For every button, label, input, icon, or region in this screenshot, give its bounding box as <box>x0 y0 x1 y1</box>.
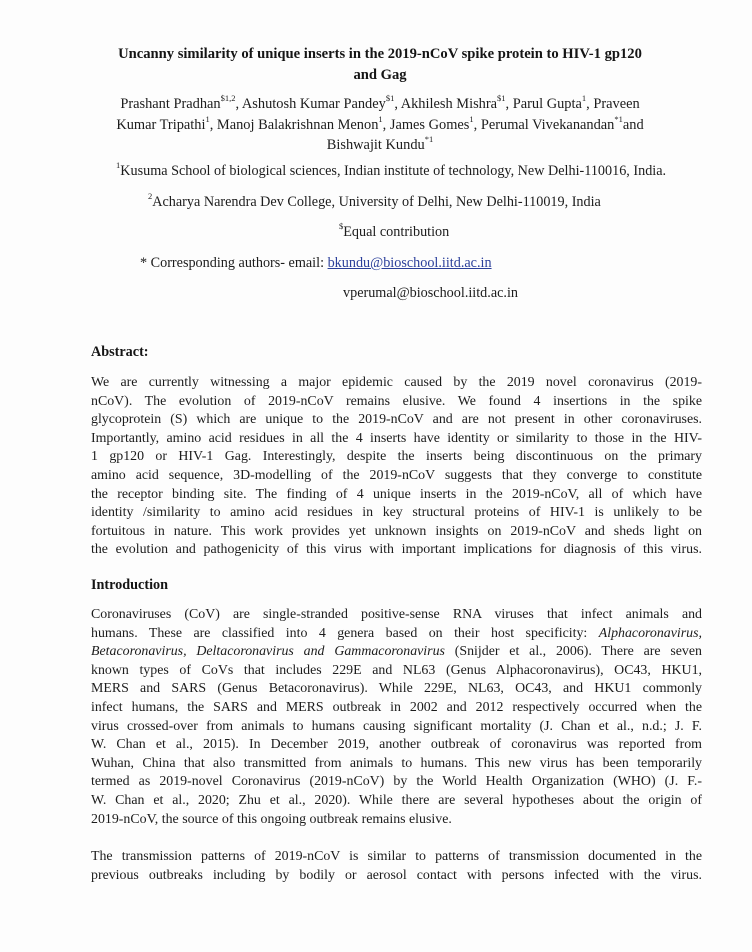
email-link-bkundu[interactable]: bkundu@bioschool.iitd.ac.in <box>327 255 492 271</box>
paper-title <box>80 44 680 86</box>
intro-line: termed as 2019-novel Coronavirus (2019-nCoV) by the World Health Organization (WHO) (J. F.- <box>91 774 702 790</box>
title-line-1: Uncanny similarity of unique inserts in the 2019-nCoV spike protein to HIV-1 gp120 <box>118 46 642 62</box>
introduction-paragraph-2 <box>91 848 702 885</box>
intro-line: The transmission patterns of 2019-nCoV is similar to patterns of transmission documented in the <box>91 849 702 864</box>
author-line-2 <box>70 115 690 136</box>
introduction-paragraph-1 <box>91 606 702 829</box>
abstract-line: fortuitous in nature. This work provides yet unknown insights on 2019-nCoV and sheds light on <box>91 523 702 539</box>
intro-line: previous outbreaks including by bodily or aerosol contact with persons infected with the virus. <box>91 867 702 883</box>
author-affil-sup: $1,2 <box>220 93 236 104</box>
author-affil-sup: $1 <box>385 93 395 104</box>
intro-line: infect humans, the SARS and MERS outbreak in 2002 and 2012 respectively occurred when the <box>91 699 702 715</box>
author-affil-sup: 1 <box>205 113 210 124</box>
abstract-line: 1 gp120 or HIV-1 Gag. Interestingly, despite the inserts being discontinuous on the primary <box>91 449 702 465</box>
author-name: , Perumal Vivekanandan <box>473 116 615 133</box>
affiliation-2 <box>148 193 601 211</box>
abstract-body <box>91 374 702 560</box>
author-affil-sup: *1 <box>424 134 434 145</box>
abstract-line: We are currently witnessing a major epidemic caused by the 2019 novel coronavirus (2019- <box>91 375 702 390</box>
affiliation-sup: 2 <box>148 191 153 202</box>
author-line-3 <box>70 135 690 156</box>
intro-line: known types of CoVs that includes 229E and NL63 (Genus Alphacoronavirus), OC43, HKU1, <box>91 662 702 678</box>
abstract-line: identity /similarity to amino acid residues in key structural proteins of HIV-1 is unlikely to be <box>91 505 702 521</box>
author-name: , Parul Gupta <box>505 96 582 112</box>
author-list <box>70 94 690 156</box>
author-conjunction: and <box>622 116 644 133</box>
intro-line: W. Chan et al., 2015). In December 2019, another outbreak of coronavirus was reported from <box>91 737 702 753</box>
affiliation-text: Kusuma School of biological sciences, Indian institute of technology, New Delhi-110016, India. <box>120 163 667 179</box>
intro-line: Coronaviruses (CoV) are single-stranded positive-sense RNA viruses that infect animals and <box>91 607 702 622</box>
author-affil-sup: *1 <box>614 113 623 124</box>
email-vperumal: vperumal@bioschool.iitd.ac.in <box>343 285 519 301</box>
title-line-2: and Gag <box>353 67 407 83</box>
affiliation-text: Acharya Narendra Dev College, University of Delhi, New Delhi-110019, India <box>152 194 601 210</box>
author-affil-sup: 1 <box>378 113 383 124</box>
intro-line <box>91 643 702 662</box>
genus-name-italic: Alphacoronavirus, <box>598 625 702 641</box>
author-name: , Manoj Balakrishnan Menon <box>209 116 379 133</box>
introduction-heading: Introduction <box>91 577 168 593</box>
author-affil-sup: 1 <box>469 113 474 124</box>
intro-line: W. Chan et al., 2020; Zhu et al., 2020). While there are several hypotheses about the origin of <box>91 792 702 808</box>
intro-line: virus crossed-over from animals to humans causing significant mortality (J. Chan et al., n.d.; J. F. <box>91 718 702 734</box>
author-name: , Ashutosh Kumar Pandey <box>235 96 386 112</box>
intro-line <box>91 625 702 644</box>
abstract-heading: Abstract: <box>91 344 149 360</box>
abstract-line: Importantly, amino acid residues in all the 4 inserts have identity or similarity to those in the HIV- <box>91 430 702 446</box>
abstract-line: nCoV). The evolution of 2019-nCoV remains elusive. We found 4 insertions in the spike <box>91 393 702 409</box>
intro-line: MERS and SARS (Genus Betacoronavirus). While 229E, NL63, OC43, and HKU1 commonly <box>91 681 702 697</box>
equal-contribution-text: Equal contribution <box>343 224 450 240</box>
abstract-line: the evolution and pathogenicity of this virus with important implications for diagnosis of this virus. <box>91 542 702 558</box>
author-name: , James Gomes <box>382 116 470 133</box>
author-affil-sup: $1 <box>497 93 506 104</box>
intro-text: (Snijder et al., 2006). There are seven <box>444 644 702 660</box>
corresponding-authors <box>140 254 492 272</box>
intro-line: 2019-nCoV, the source of this ongoing outbreak remains elusive. <box>91 811 452 827</box>
intro-line: Wuhan, China that also transmitted from animals to humans. This new virus has been temporarily <box>91 755 702 771</box>
author-line-1 <box>70 94 690 115</box>
abstract-line: amino acid sequence, 3D-modelling of the 2019-nCoV suggests that they converge to constitute <box>91 467 702 483</box>
author-name: , Praveen <box>586 96 640 112</box>
intro-text: humans. These are classified into 4 genera based on their host specificity: <box>91 625 599 641</box>
genus-names-italic: Betacoronavirus, Deltacoronavirus and Gammacoronavirus <box>91 644 445 660</box>
abstract-line: glycoprotein (S) which are unique to the 2019-nCoV and are not present in other coronaviruses. <box>91 412 702 428</box>
author-name: Prashant Pradhan <box>120 96 221 112</box>
equal-contribution-note <box>339 223 449 241</box>
author-affil-sup: 1 <box>581 93 587 104</box>
corresponding-label: * Corresponding authors- email: <box>140 255 328 271</box>
author-name: Bishwajit Kundu <box>326 137 425 153</box>
affiliation-1 <box>116 162 666 180</box>
affiliation-sup: 1 <box>116 160 121 171</box>
abstract-line: the receptor binding site. The finding of 4 unique inserts in the 2019-nCoV, all of which have <box>91 486 702 502</box>
equal-contribution-sup: $ <box>339 221 344 232</box>
author-name: , Akhilesh Mishra <box>394 96 498 112</box>
author-name: Kumar Tripathi <box>116 116 206 133</box>
